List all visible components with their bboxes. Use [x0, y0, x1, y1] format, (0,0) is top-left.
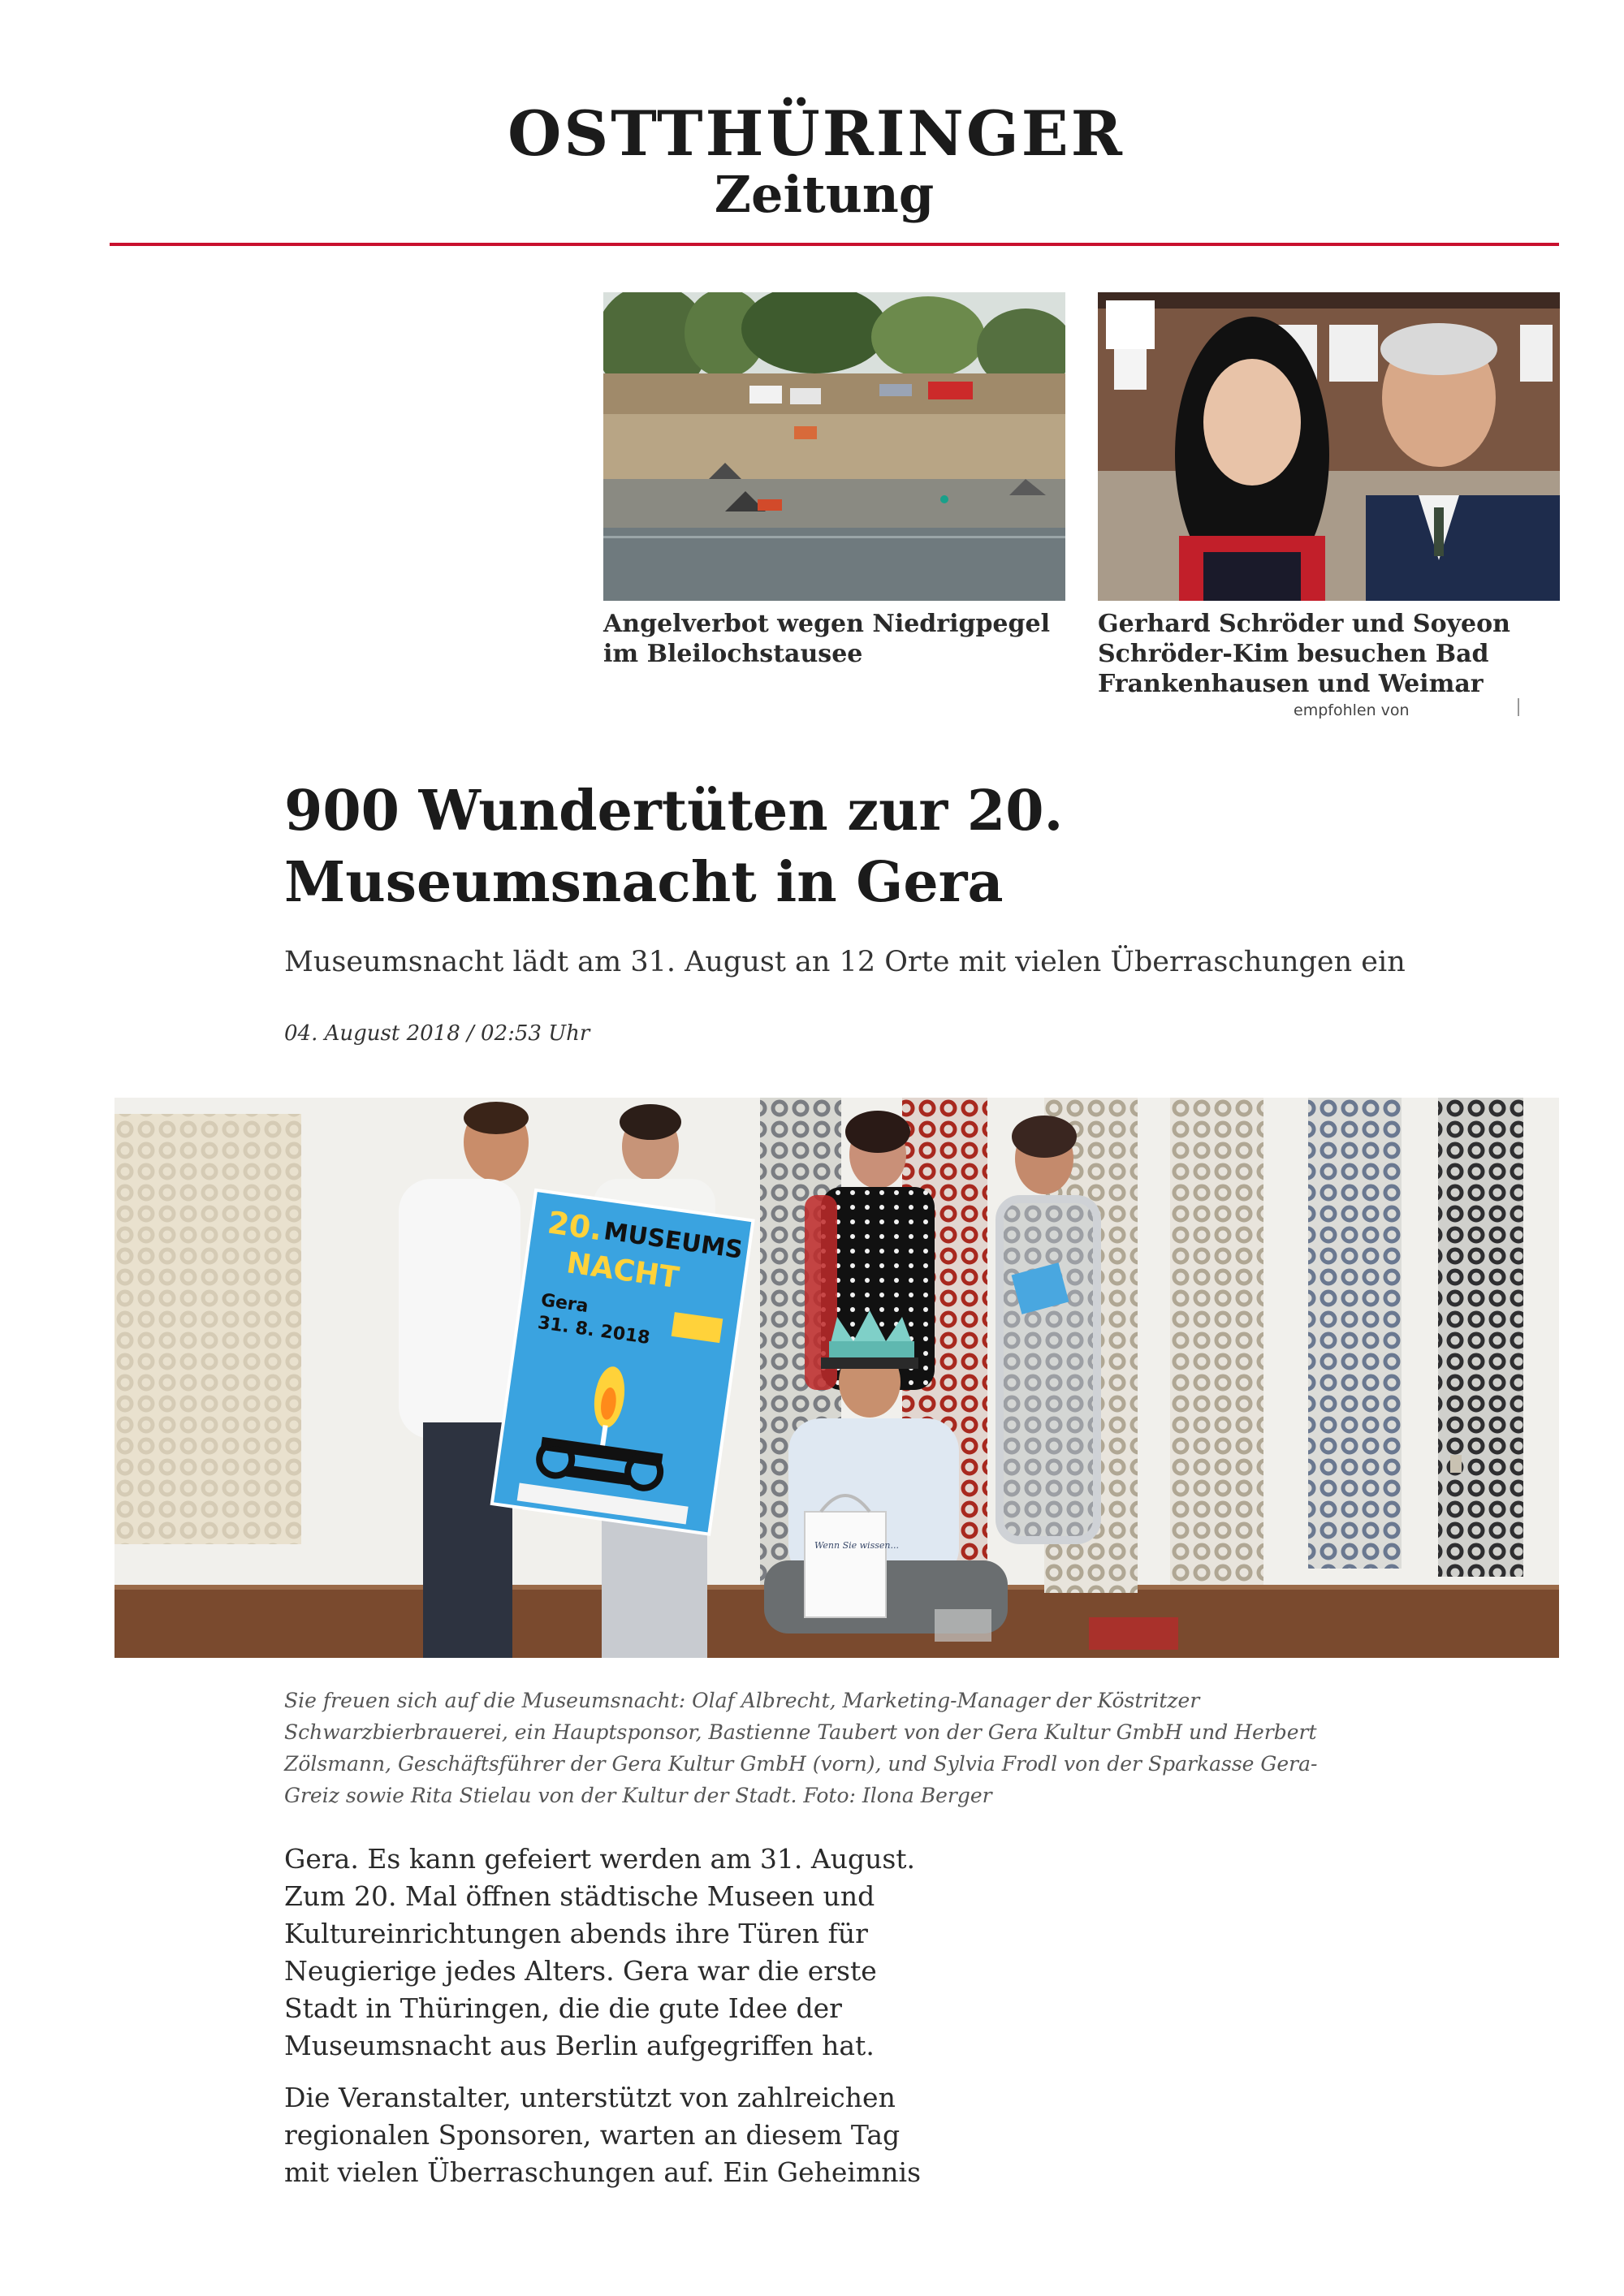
body-paragraph: Gera. Es kann gefeiert werden am 31. August. Zum 20. Mal öffnen städtische Museen und Kultureinrichtungen abends ihre Türen für Neugierige jedes Alters. Gera war die erste Stadt in Thüringen, die die gute Idee der Museumsnacht aus Berlin aufgegriffen hat.	[284, 1843, 916, 2061]
teaser-image-portrait[interactable]	[1098, 292, 1560, 601]
article-headline: 900 Wundertüten zur 20. Museumsnacht in Gera	[284, 779, 1064, 915]
teaser-card-angelverbot[interactable]	[603, 292, 1065, 669]
teaser-title[interactable]: Gerhard Schröder und Soyeon Schröder-Kim besuchen Bad Frankenhausen und Weimar	[1098, 610, 1510, 698]
recommended-by-label[interactable]: empfohlen von	[1294, 701, 1410, 719]
bag-text: Wenn Sie wissen...	[814, 1540, 899, 1551]
museum-photo-icon	[114, 1098, 1559, 1658]
logo-subtitle: Zeitung	[714, 165, 935, 224]
teaser-title[interactable]: Angelverbot wegen Niedrigpegel im Bleilochstausee	[603, 610, 1050, 668]
article-hero-image[interactable]	[114, 1098, 1559, 1658]
poster-title-top: MUSEUMS	[602, 1217, 745, 1265]
recommended-divider	[1518, 698, 1519, 716]
logo-title: OSTTHÜRINGER	[508, 97, 1125, 170]
masthead-divider	[110, 243, 1559, 246]
article-subhead: Museumsnacht lädt am 31. August an 12 Orte mit vielen Überraschungen ein	[284, 946, 1406, 978]
poster-title-bottom: NACHT	[564, 1246, 681, 1296]
poster-date: 31. 8. 2018	[536, 1312, 651, 1349]
article-date: 04. August 2018 / 02:53 Uhr	[284, 1021, 590, 1046]
article-body	[284, 1841, 934, 2206]
masthead-logo[interactable]	[0, 97, 1624, 224]
teaser-image-lake[interactable]	[603, 292, 1065, 601]
portrait-photo-icon	[1098, 292, 1560, 601]
teaser-card-schroeder[interactable]	[1098, 292, 1560, 699]
image-caption: Sie freuen sich auf die Museumsnacht: Olaf Albrecht, Marketing-Manager der Köstritzer Schwarzbierbrauerei, ein Hauptsponsor, Bastienne Taubert von der Gera Kultur GmbH und Herbert Zölsmann, Geschäftsführer der Gera Kultur GmbH (vorn), und Sylvia Frodl von der Sparkasse Gera-Greiz sowie Rita Stielau von der Kultur der Stadt. Foto: Ilona Berger	[284, 1689, 1318, 1807]
body-paragraph: Die Veranstalter, unterstützt von zahlreichen regionalen Sponsoren, warten an diesem Tag mit vielen Überraschungen auf. Ein Geheimnis	[284, 2082, 922, 2188]
poster-city: Gera	[539, 1290, 590, 1318]
poster-number: 20.	[545, 1204, 605, 1248]
lake-photo-icon	[603, 292, 1065, 601]
